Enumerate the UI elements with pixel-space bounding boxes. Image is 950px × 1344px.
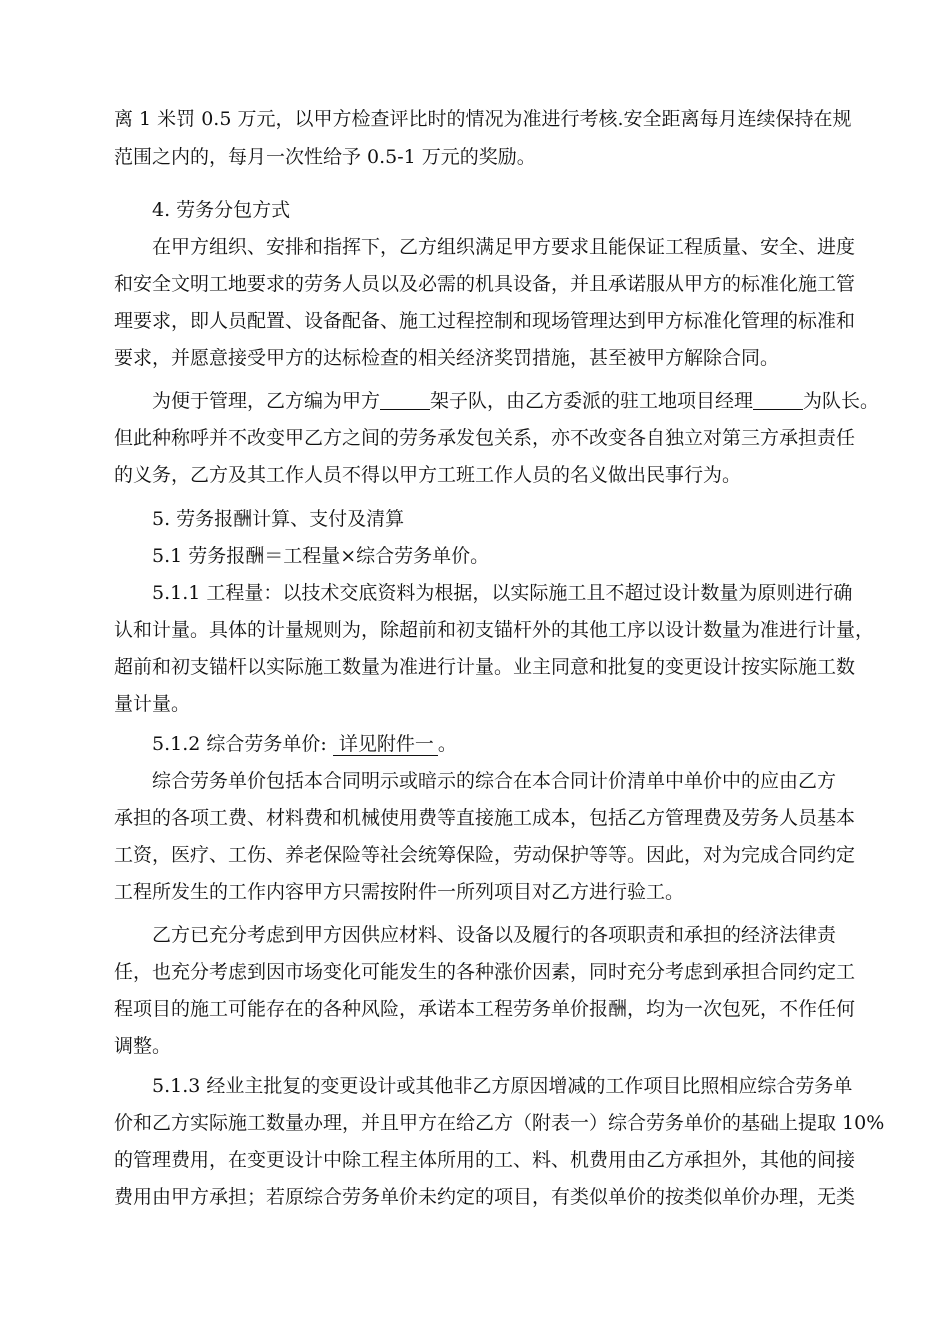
text-line: 5.1 劳务报酬＝工程量×综合劳务单价。 [152,545,490,567]
text-line-with-underline [152,732,457,756]
text-segment: 架子队，由乙方委派的驻工地项目经理 [430,390,754,412]
text-line: 的管理费用，在变更设计中除工程主体所用的工、料、机费用由乙方承担外，其他的间接 [114,1149,856,1171]
text-line: 工程所发生的工作内容甲方只需按附件一所列项目对乙方进行验工。 [114,881,685,903]
blank-team-name [380,391,430,410]
text-line-with-blanks [152,389,879,413]
text-line: 要求，并愿意接受甲方的达标检查的相关经济奖罚措施，甚至被甲方解除合同。 [114,347,780,369]
text-line: 5.1.1 工程量：以技术交底资料为根据，以实际施工且不超过设计数量为原则进行确 [152,582,853,604]
text-line: 量计量。 [114,693,191,715]
underlined-value: 详见附件一 [333,733,438,756]
text-line: 范围之内的，每月一次性给予 0.5-1 万元的奖励。 [114,146,536,168]
text-segment: 5.1.2 综合劳务单价: [152,733,327,755]
text-line: 超前和初支锚杆以实际施工数量为准进行计量。业主同意和批复的变更设计按实际施工数 [114,656,856,678]
text-line: 工资，医疗、工伤、养老保险等社会统筹保险，劳动保护等等。因此，对为完成合同约定 [114,844,856,866]
text-line: 理要求，即人员配置、设备配备、施工过程控制和现场管理达到甲方标准化管理的标准和 [114,310,856,332]
text-line: 认和计量。具体的计量规则为，除超前和初支锚杆外的其他工序以设计数量为准进行计量， [114,619,875,641]
text-segment: 为队长。 [803,390,880,412]
text-line: 价和乙方实际施工数量办理，并且甲方在给乙方（附表一）综合劳务单价的基础上提取 10% [114,1112,885,1134]
text-line: 在甲方组织、安排和指挥下，乙方组织满足甲方要求且能保证工程质量、安全、进度 [152,236,856,258]
text-line: 和安全文明工地要求的劳务人员以及必需的机具设备，并且承诺服从甲方的标准化施工管 [114,273,856,295]
text-line: 任，也充分考虑到因市场变化可能发生的各种涨价因素，同时充分考虑到承担合同约定工 [114,961,856,983]
text-line: 综合劳务单价包括本合同明示或暗示的综合在本合同计价清单中单价中的应由乙方 [152,770,837,792]
text-line: 承担的各项工费、材料费和机械使用费等直接施工成本，包括乙方管理费及劳务人员基本 [114,807,856,829]
text-line: 但此种称呼并不改变甲乙方之间的劳务承发包关系，亦不改变各自独立对第三方承担责任 [114,427,856,449]
blank-manager-name [753,391,803,410]
text-segment: 为便于管理，乙方编为甲方 [152,390,381,412]
text-segment: 。 [437,733,457,755]
text-line: 离 1 米罚 0.5 万元，以甲方检查评比时的情况为准进行考核.安全距离每月连续保持在规 [114,108,852,130]
text-line: 程项目的施工可能存在的各种风险，承诺本工程劳务单价报酬，均为一次包死，不作任何 [114,998,856,1020]
section-heading: 5. 劳务报酬计算、支付及清算 [152,508,405,530]
text-line: 5.1.3 经业主批复的变更设计或其他非乙方原因增减的工作项目比照相应综合劳务单 [152,1075,853,1097]
text-line: 调整。 [114,1035,172,1057]
text-line: 乙方已充分考虑到甲方因供应材料、设备以及履行的各项职责和承担的经济法律责 [152,924,837,946]
text-line: 的义务，乙方及其工作人员不得以甲方工班工作人员的名义做出民事行为。 [114,464,742,486]
text-line: 费用由甲方承担；若原综合劳务单价未约定的项目，有类似单价的按类似单价办理，无类 [114,1186,856,1208]
section-heading: 4. 劳务分包方式 [152,199,291,221]
